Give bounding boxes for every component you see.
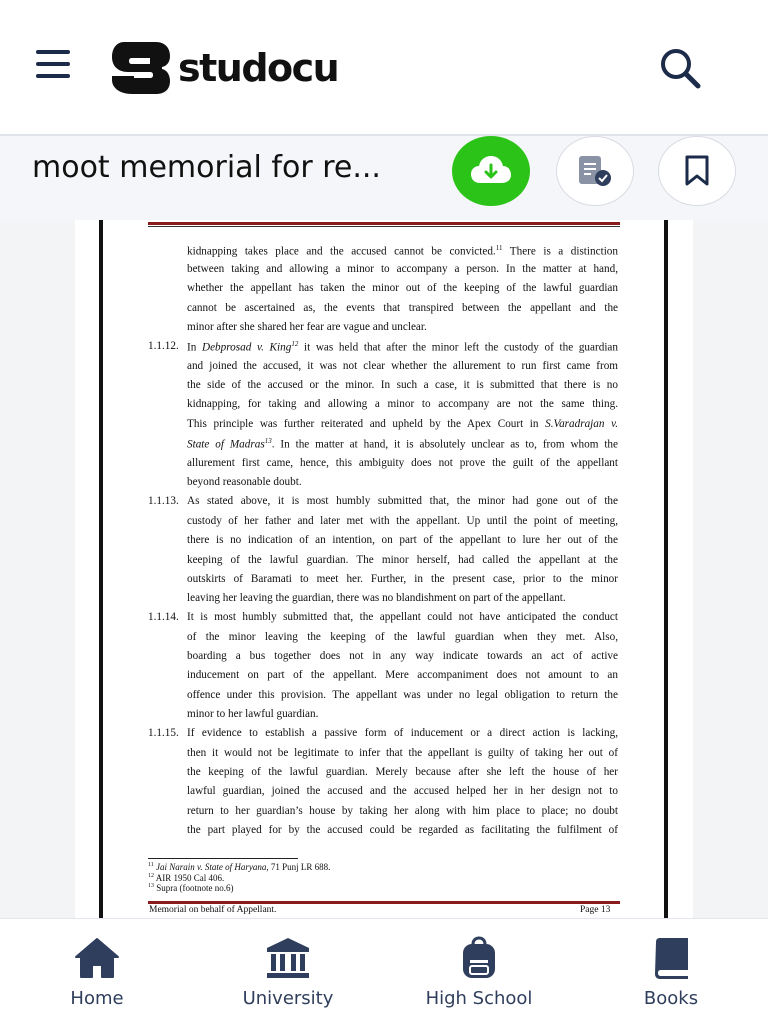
- text-line: there is no indication of an intention, on part of the appellant to lure her out of the: [187, 534, 618, 546]
- search-icon: [658, 46, 702, 90]
- nav-home[interactable]: [22, 920, 172, 1020]
- paragraph-number: 1.1.15.: [148, 727, 179, 739]
- footnote-12: $^{12}$ AIR 1950 Cal 406.: [148, 873, 225, 883]
- text-line: the part played for by the accused could be regarded as facilitating the fulfilment of: [187, 824, 618, 836]
- nav-home-label: Home: [70, 988, 124, 1009]
- text-line: leaving her leaving the guardian, there was no blandishment on part of the appellant.: [187, 592, 566, 604]
- nav-books[interactable]: [596, 920, 746, 1020]
- text-line: If evidence to establish a passive form of inducement or a direct action is lacking,: [187, 727, 618, 739]
- footnote-separator: [148, 858, 298, 859]
- text-line: State of Madras$^{13}$. In the matter at hand, it is absolutely unclear as to, from whom the: [187, 437, 618, 451]
- footnote-11: $^{11}$ Jai Narain v. State of Haryana, 71 Punj LR 688.: [148, 862, 331, 872]
- text-line: then it would not be legitimate to infer that the appellant is guilty of taking her out of: [187, 747, 618, 759]
- page-number: Page 13: [580, 905, 611, 915]
- text-line: kidnapping takes place and the accused cannot be convicted.$^{11}$ There is a distinction: [187, 244, 618, 258]
- text-line: the side of the accused or the minor. In such a case, it is submitted that there is no: [187, 379, 618, 391]
- university-icon: [265, 936, 311, 980]
- bookmark-icon: [683, 155, 711, 187]
- text-line: It is most humbly submitted that, the appellant could not have anticipated the conduct: [187, 611, 618, 623]
- ai-summary-icon: [575, 154, 615, 188]
- nav-books-label: Books: [643, 988, 699, 1009]
- text-line: outskirts of Baramati to meet her. Further, in the present case, prior to the minor: [187, 573, 618, 585]
- paragraph-number: 1.1.14.: [148, 611, 179, 623]
- page-header-rule-thin: [148, 226, 620, 227]
- text-line: cannot be ascertained as, the events that transpired between the appellant and the: [187, 302, 618, 314]
- text-line: custody of her father and later met with the appellant. Up until the point of meeting,: [187, 515, 618, 527]
- nav-university-label: University: [242, 988, 334, 1009]
- text-line: return to her guardian’s house by taking her along with him place to place; no doubt: [187, 805, 618, 817]
- menu-button[interactable]: [36, 50, 76, 84]
- footnote-13: $^{13}$ Supra (footnote no.6): [148, 883, 234, 893]
- document-title: moot memorial for re...: [32, 150, 381, 185]
- studocu-logo-icon: [110, 40, 172, 96]
- search-button[interactable]: [658, 46, 702, 90]
- text-line: whether the appellant has taken the minor out of the keeping of the lawful guardian: [187, 282, 618, 294]
- text-line: between taking and allowing a minor to accompany a person. In the matter at hand,: [187, 263, 618, 275]
- brand-name: studocu: [178, 46, 339, 90]
- text-line: offence under this provision. The appellant was under no legal obligation to return the: [187, 689, 618, 701]
- text-line: kidnapping, for taking and allowing a minor to accompany are not the same thing.: [187, 398, 618, 410]
- cloud-download-icon: [470, 155, 512, 187]
- text-line: minor to her lawful guardian.: [187, 708, 319, 720]
- text-line: In Debprosad v. King$^{12}$ it was held that after the minor left the custody of the guardian: [187, 340, 618, 354]
- download-button[interactable]: [452, 136, 530, 206]
- studocu-logo[interactable]: [110, 40, 338, 96]
- nav-high-school[interactable]: [404, 920, 554, 1020]
- text-line: lawful guardian, joined the accused and the accused helped her in her design not to: [187, 785, 618, 797]
- text-line: and joined the accused, it was not clear whether the allurement to run first came from: [187, 360, 618, 372]
- page-footer-left: Memorial on behalf of Appellant.: [149, 905, 277, 915]
- ai-summary-button[interactable]: [556, 136, 634, 206]
- page-border-left: [99, 220, 103, 920]
- text-line: keeping of the lawful guardian. The minor herself, had called the appellant at the: [187, 554, 618, 566]
- paragraph-number: 1.1.12.: [148, 340, 179, 352]
- page-footer-rule: [148, 901, 620, 904]
- text-line: of the minor leaving the keeping of the lawful guardian when they met. Also,: [187, 631, 618, 643]
- backpack-icon: [456, 936, 502, 980]
- hamburger-menu-icon: [36, 50, 70, 54]
- home-icon: [74, 936, 120, 980]
- nav-university[interactable]: [213, 920, 363, 1020]
- nav-high-school-label: High School: [425, 988, 533, 1009]
- bookmark-button[interactable]: [658, 136, 736, 206]
- text-line: beyond reasonable doubt.: [187, 476, 302, 488]
- text-line: boarding a bus together does not in any way indicate towards an act of active: [187, 650, 618, 662]
- text-line: the keeping of the lawful guardian. Merely because after she left the house of her: [187, 766, 618, 778]
- page-border-right: [664, 220, 668, 920]
- text-line: As stated above, it is most humbly submitted that, the minor had gone out of the: [187, 495, 618, 507]
- paragraph-number: 1.1.13.: [148, 495, 179, 507]
- book-icon: [648, 936, 694, 980]
- page-header-rule: [148, 222, 620, 225]
- text-line: minor after she shared her fear are vague and unclear.: [187, 321, 427, 333]
- text-line: inducement on part of the appellant. Mere accompaniment does not amount to an: [187, 669, 618, 681]
- text-line: This principle was further reiterated and upheld by the Apex Court in S.Varadrajan v.: [187, 418, 618, 430]
- text-line: allurement first came, hence, this ambiguity does not prove the guilt of the appellant: [187, 457, 618, 469]
